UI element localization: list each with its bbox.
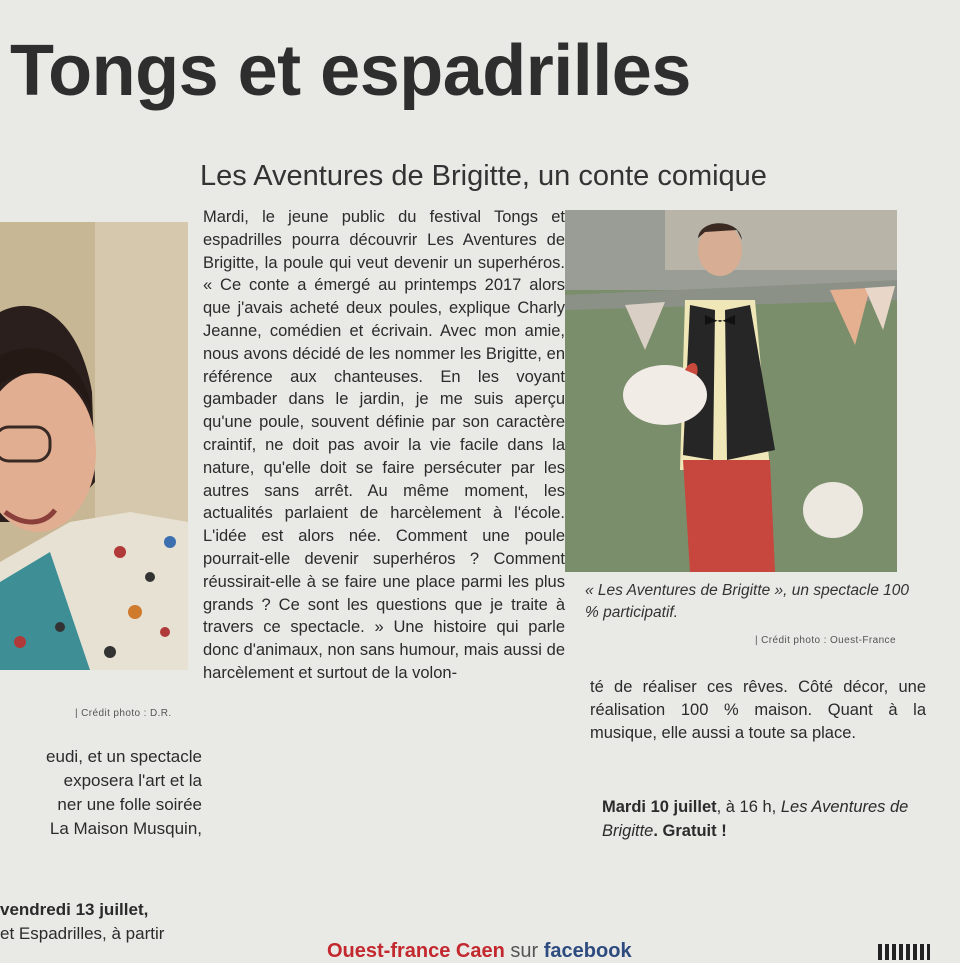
left-photo xyxy=(0,222,188,670)
performer-with-chicken-image xyxy=(565,210,897,572)
event-time: , à 16 h, xyxy=(716,798,781,816)
right-photo xyxy=(565,210,897,572)
bottom-left-line: et Espadrilles, à partir xyxy=(0,924,165,943)
event-title: Les Aventures de Brigitte xyxy=(602,798,909,840)
bottom-left-day: vendredi 13 juillet, xyxy=(0,900,149,919)
left-article-fragment xyxy=(0,745,202,841)
event-date: Mardi 10 juillet xyxy=(602,798,717,816)
facebook-promo-sur: sur xyxy=(510,940,539,962)
facebook-promo-facebook: facebook xyxy=(543,940,632,962)
left-fragment-line: exposera l'art et la xyxy=(63,771,202,790)
qr-code-icon xyxy=(878,944,930,960)
event-price: . Gratuit ! xyxy=(653,822,727,840)
left-fragment-line: eudi, et un spectacle xyxy=(46,747,202,766)
right-photo-caption: « Les Aventures de Brigitte », un spectacle 100 % participatif. xyxy=(585,582,909,621)
right-photo-credit: | Crédit photo : Ouest-France xyxy=(755,635,896,646)
page-headline: Tongs et espadrilles xyxy=(10,31,691,111)
article-body-column-2: té de réaliser ces rêves. Côté décor, une réalisation 100 % maison. Quant à la musique, elle aussi a toute sa place. xyxy=(590,678,926,742)
facebook-promo-brand: Ouest-france Caen xyxy=(327,940,505,962)
left-fragment-line: La Maison Musquin, xyxy=(49,819,202,838)
event-info xyxy=(602,795,942,843)
article-subheadline: Les Aventures de Brigitte, un conte comique xyxy=(200,160,767,192)
article-body-column-1: Mardi, le jeune public du festival Tongs et espadrilles pourra découvrir Les Aventures de Brigitte, la poule qui veut devenir un superhéros. « Ce conte a émergé au printemps 2017 alors que j'avais acheté deux poules, explique Charly Jeanne, comédien et écrivain. Avec mon amie, nous avons décidé de les nommer les Brigitte, en référence aux chanteuses. En les voyant gambader dans le jardin, je me suis aperçu qu'une poule, souvent définie par son caractère craintif, ne doit pas avoir la vie facile dans la nature, qu'elle doit se faire persécuter par les autres sans arrêt. Au même moment, les actualités parlaient de harcèlement à l'école. L'idée est alors née. Comment une poule pourrait-elle devenir superhéros ? Comment réussirait-elle à se faire une place parmi les plus grands ? Ce sont les questions que je traite à travers ce spectacle. » Une histoire qui parle donc d'animaux, non sans humour, mais aussi de harcèlement et surtout de la volon- xyxy=(203,208,565,682)
left-photo-credit: | Crédit photo : D.R. xyxy=(75,708,172,719)
left-fragment-line: ner une folle soirée xyxy=(57,795,202,814)
bottom-left-fragment xyxy=(0,898,210,946)
woman-portrait-image xyxy=(0,222,188,670)
